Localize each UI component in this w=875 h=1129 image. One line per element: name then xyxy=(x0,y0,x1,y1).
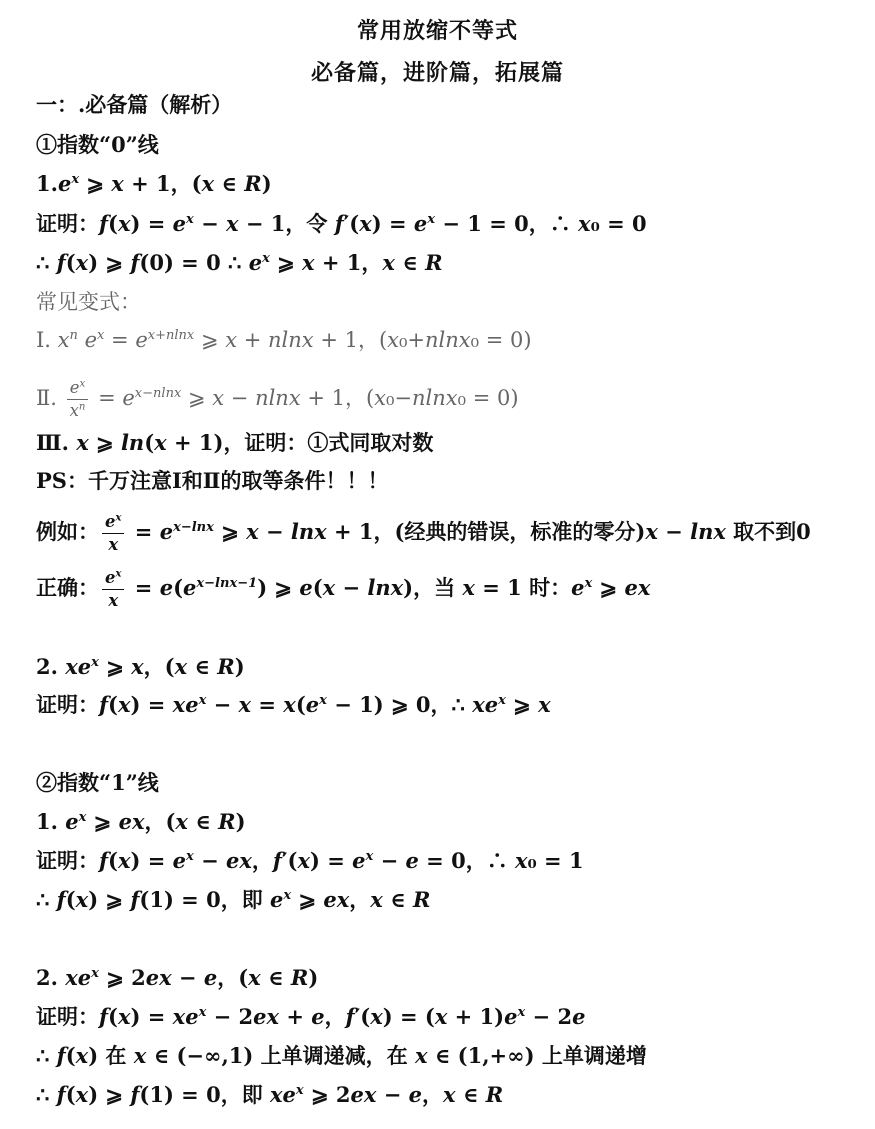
formula-text: ∴ f(x) ⩾ f(1) = 0，即 $xe^x$ ⩾ 2ex − e，x ∈ R xyxy=(36,1082,504,1107)
formula-text: Ⅲ. x ⩾ ln(x + 1)，证明：①式同取对数 xyxy=(36,430,434,455)
monotonic-line xyxy=(36,1043,647,1068)
conclusion-line xyxy=(36,887,430,912)
formula-text: 证明：$f(x) = e^x - x - 1$，令 $f'(x) = e^x - 1 = 0$，∴ x₀ = 0 xyxy=(36,211,647,236)
formula-text: ∴ f(x) 在 x ∈ (−∞,1) 上单调递减，在 x ∈ (1,+∞) 上单调递增 xyxy=(36,1043,647,1068)
conclusion-line xyxy=(36,1082,503,1107)
formula-text: 例如： $\frac{e^x}{x}$ = $e^{x-lnx}$ ⩾ x − lnx + 1，(经典的错误，标准的零分)x − lnx 取不到0 xyxy=(36,511,811,554)
formula-text: 2. $xe^x$ ⩾ x，(x ∈ R) xyxy=(36,654,245,679)
formula-text: 证明：$f(x) = xe^x - 2ex + e$，$f'(x) = (x + 1)e^x - 2e$ xyxy=(36,1004,586,1029)
formula-line xyxy=(36,654,245,679)
formula-text: ∴ f(x) ⩾ f(0) = 0 ∴ $e^x$ ⩾ x + 1，x ∈ R xyxy=(36,250,443,275)
formula-text: 正确： $\frac{e^x}{x}$ = $e(e^{x-lnx-1})$ ⩾ e(x − lnx)，当 x = 1 时：$e^x$ ⩾ ex xyxy=(36,567,651,610)
proof-line xyxy=(36,692,551,717)
proof-line xyxy=(36,848,584,873)
example-line xyxy=(36,512,811,554)
variants-label: 常见变式： xyxy=(36,290,141,314)
formula-text: 1. $e^x$ ⩾ ex，(x ∈ R) xyxy=(36,809,246,834)
proof-line xyxy=(36,1004,585,1029)
section-heading: 一：.必备篇（解析） xyxy=(36,92,233,117)
variant-line xyxy=(36,430,433,455)
formula-line xyxy=(36,965,318,990)
document-title: 常用放缩不等式 xyxy=(356,18,518,44)
document-subtitle: 必备篇，进阶篇，拓展篇 xyxy=(310,60,564,86)
formula-text: Ⅰ. $x^n$ $e^x = e^{x+nlnx}$ ⩾ x + nlnx + 1，(x₀+nlnx₀ = 0) xyxy=(36,328,532,352)
formula-text: ∴ f(x) ⩾ f(1) = 0，即 $e^x$ ⩾ ex，x ∈ R xyxy=(36,887,431,912)
ps-note: PS：千万注意Ⅰ和Ⅱ的取等条件！！！ xyxy=(36,468,389,493)
formula-line xyxy=(36,171,272,196)
variant-line xyxy=(36,378,519,420)
proof-line xyxy=(36,211,647,236)
variant-line xyxy=(36,328,532,353)
formula-text: 证明：$f(x) = e^x$ − ex，$f'(x) = e^x - e = 0$，∴ x₀ = 1 xyxy=(36,848,584,873)
formula-text: 2. $xe^x$ ⩾ 2ex − e，(x ∈ R) xyxy=(36,965,319,990)
correct-line xyxy=(36,568,650,610)
formula-text: Ⅱ. $\frac{e^x}{x^n}$ = $e^{x-nlnx}$ ⩾ x − nlnx + 1，(x₀−nlnx₀ = 0) xyxy=(36,378,519,420)
subsection-heading: ①指数“0”线 xyxy=(36,132,159,157)
conclusion-line xyxy=(36,250,443,275)
formula-text: 证明：$f(x) = xe^x - x = x(e^x - 1)$ ⩾ 0，∴ $xe^x$ ⩾ x xyxy=(36,692,551,717)
formula-line xyxy=(36,809,246,834)
subsection-heading: ②指数“1”线 xyxy=(36,770,159,795)
formula-text: $1.e^x$ ⩾ x + 1，(x ∈ R) xyxy=(36,171,272,196)
